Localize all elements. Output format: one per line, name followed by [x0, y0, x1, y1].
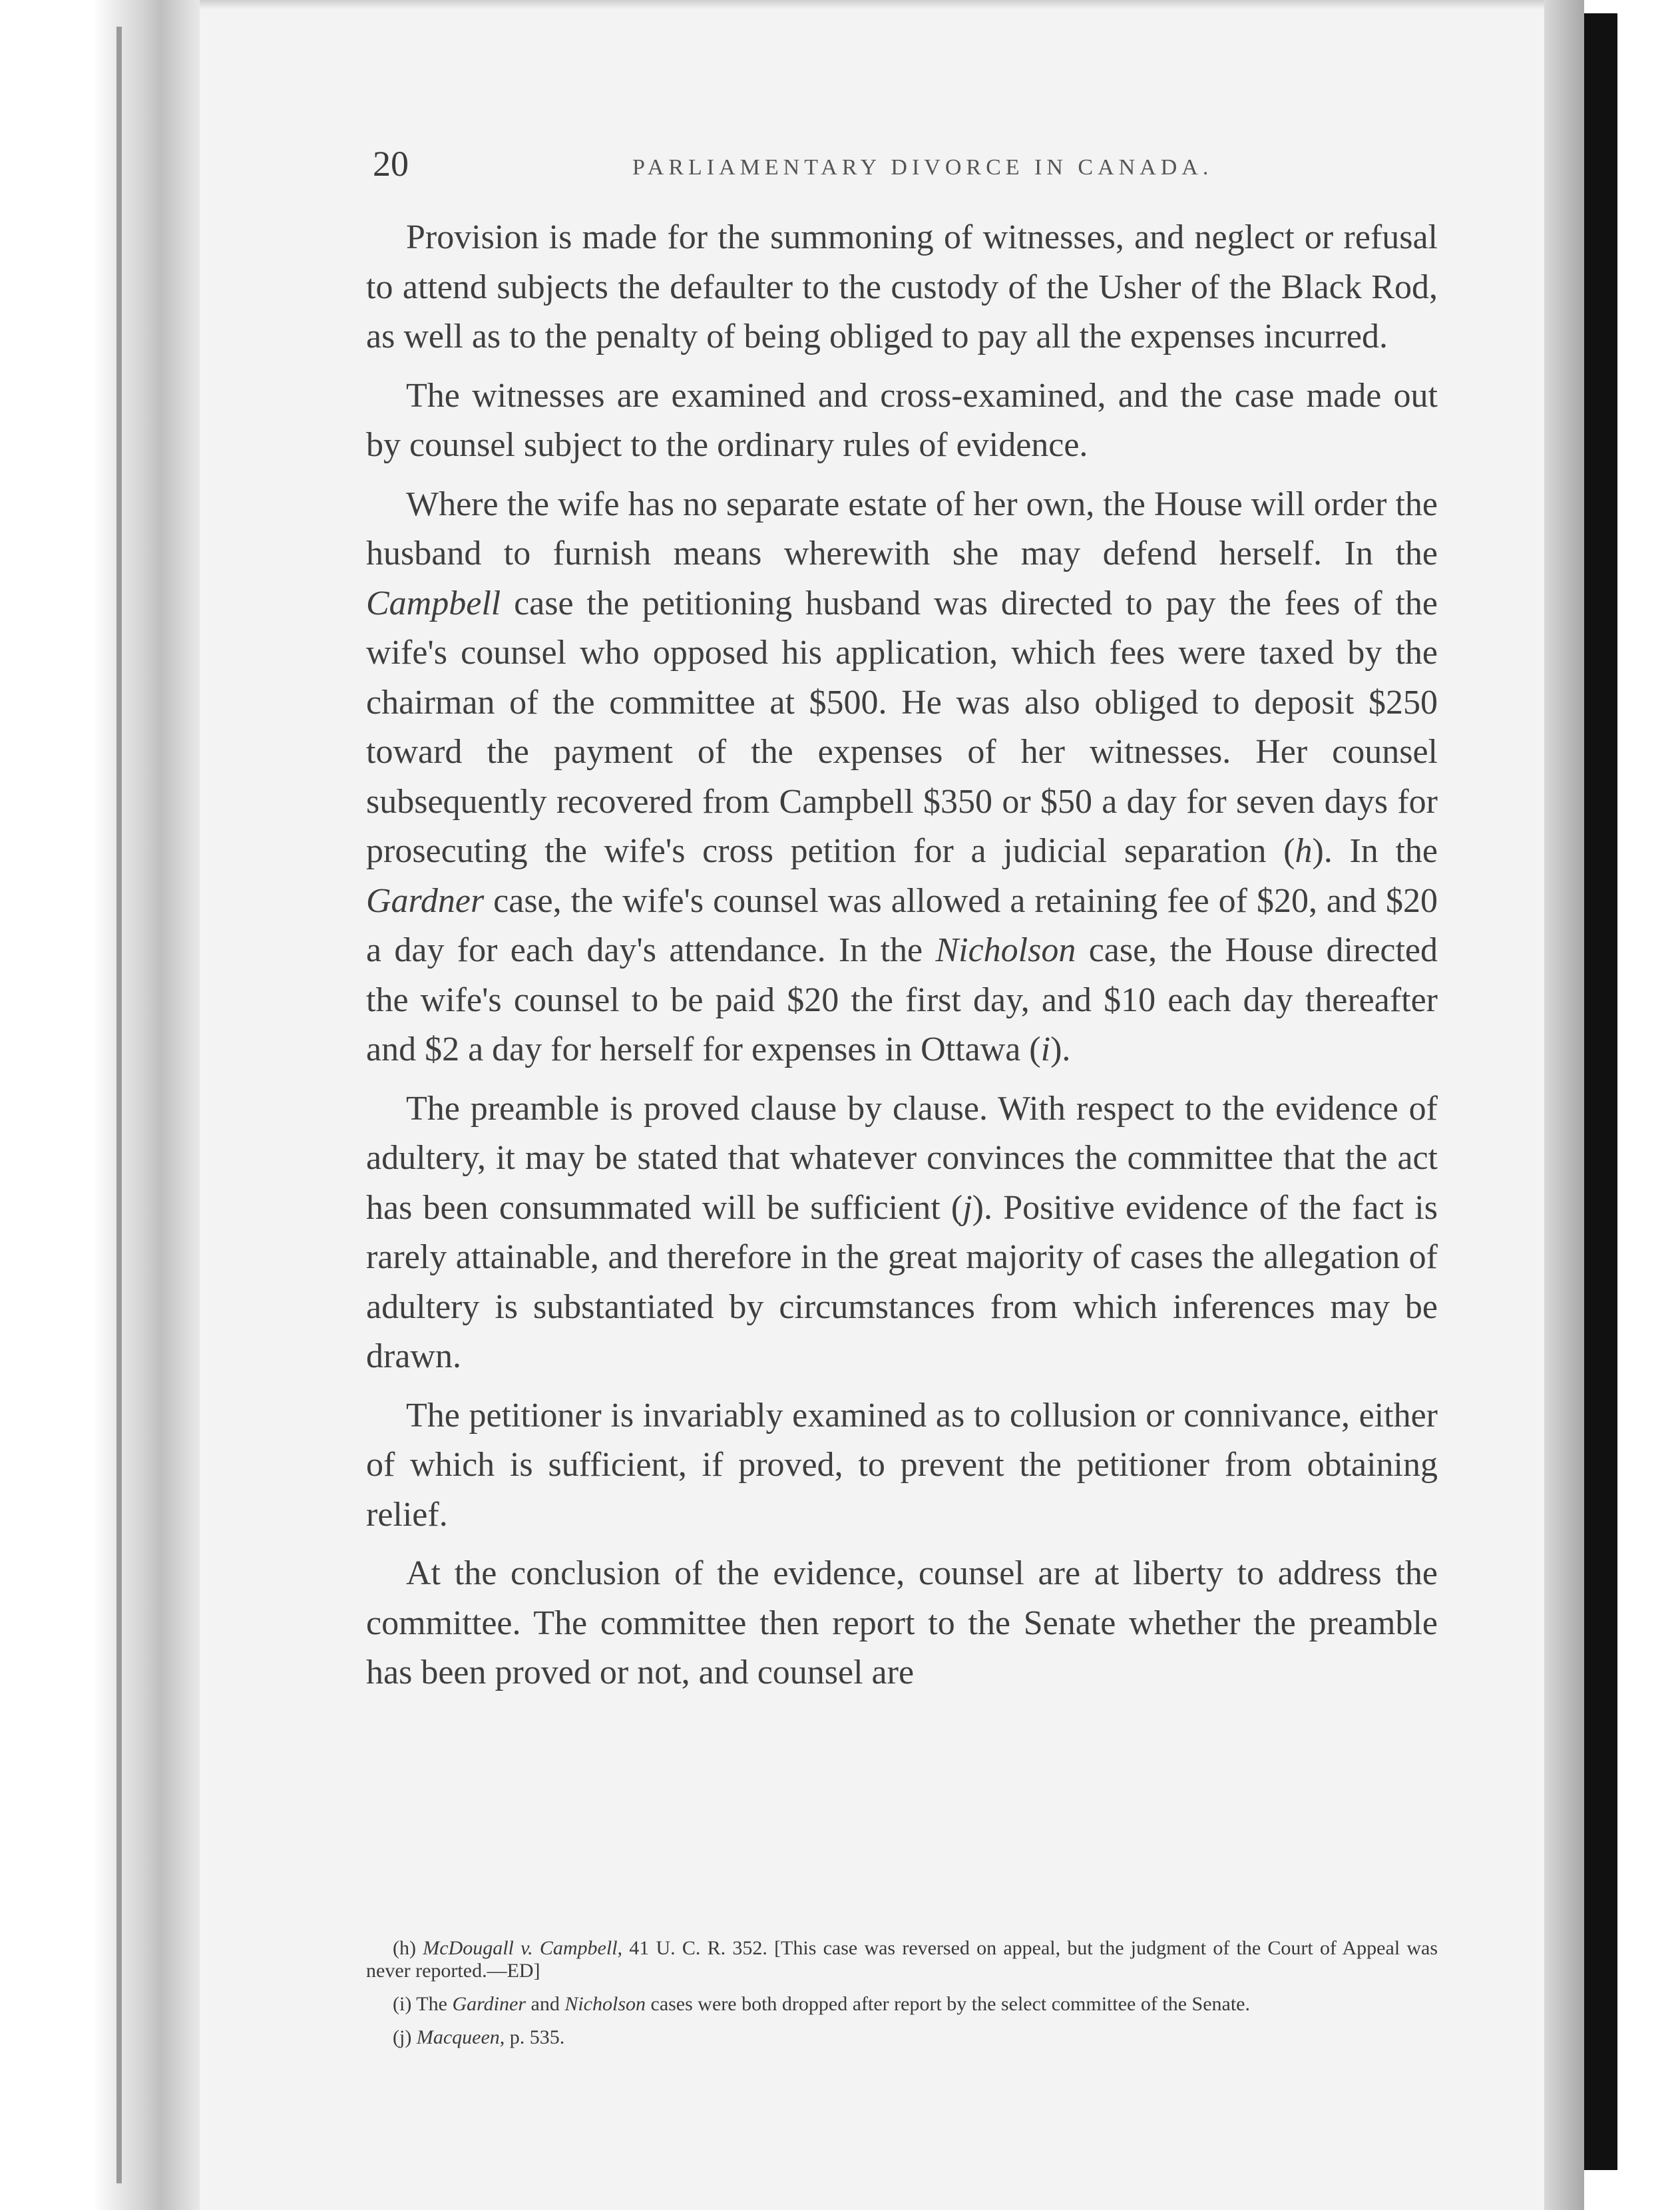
footnote-text: p. 535. [505, 2026, 565, 2048]
text-run: ). [1050, 1030, 1071, 1068]
running-head [359, 136, 1478, 190]
footnote-text: The [411, 1993, 453, 2015]
paragraph-examination: The witnesses are examined and cross-examined, and the case made out by counsel subject to the ordinary rules of evidence. [366, 376, 1438, 464]
case-name-italic: Nicholson [935, 931, 1076, 969]
paragraph-wife-defence-costs [366, 480, 1438, 1075]
footnote-ref: h [1295, 832, 1313, 870]
case-name-italic: Gardiner [452, 1993, 526, 2015]
footnote-h [366, 1937, 1438, 1982]
footnote-text: cases were both dropped after report by the select committee of the Senate. [646, 1993, 1250, 2015]
paragraph-collusion: The petitioner is invariably examined as to collusion or connivance, either of which is sufficient, if proved, to prevent the petitioner from obtaining relief. [366, 1396, 1438, 1534]
text-run: ). In the [1312, 832, 1438, 870]
page-right-shadow [1544, 0, 1584, 2210]
paragraph-witnesses-summoning: Provision is made for the summoning of witnesses, and neglect or refusal to attend subjects the defaulter to the custody of the Usher of the Black Rod, as well as to the penalty of being obliged to pay all the expenses incurred. [366, 218, 1438, 355]
running-title: PARLIAMENTARY DIVORCE IN CANADA. [632, 155, 1213, 180]
case-citation-italic: McDougall v. Campbell, [423, 1937, 623, 1959]
case-name-italic: Gardner [366, 881, 485, 920]
text-run: case, the House directed the wife's counsel to be paid $20 the first day, and $10 each day thereafter and $2 a day for herself for expenses in Ottawa ( [366, 931, 1438, 1068]
footnote-mark: (i) [393, 1993, 412, 2015]
footnote-text: and [526, 1993, 565, 2015]
body-text [366, 213, 1438, 1698]
text-run: Where the wife has no separate estate of her own, the House will order the husband to furnish means wherewith she may defend herself. In the [366, 485, 1438, 572]
paragraph-conclusion: At the conclusion of the evidence, counsel are at liberty to address the committee. The committee then report to the Senate whether the preamble has been proved or not, and counsel are [366, 1554, 1438, 1691]
text-run: case, the wife's counsel was allowed a retaining fee of $20, and $20 a day for each day's attendance. In the [366, 881, 1438, 969]
case-name-italic: Nicholson [564, 1993, 646, 2015]
book-cover-edge [1584, 13, 1617, 2170]
footnotes [366, 1937, 1438, 2060]
page-top-shadow [200, 0, 1564, 9]
footnote-ref: i [1040, 1030, 1051, 1068]
footnote-mark: (h) [393, 1937, 416, 1959]
footnote-ref: j [962, 1188, 972, 1227]
case-name-italic: Campbell [366, 584, 501, 622]
case-citation-italic: Macqueen, [416, 2026, 505, 2048]
page-number: 20 [373, 144, 409, 184]
paragraph-preamble-proof [366, 1084, 1438, 1382]
footnote-i [366, 1993, 1438, 2016]
footnote-j [366, 2026, 1438, 2049]
binding-edge-line [116, 27, 122, 2183]
text-run: case the petitioning husband was directed to pay the fees of the wife's counsel who opposed his application, which fees were taxed by the chairman of the committee at $500. He was also obliged to deposit $250 toward the payment of the expenses of her witnesses. Her counsel subsequently recovered from Campbell $350 or $50 a day for seven days for prosecuting the wife's cross petition for a judicial separation ( [366, 584, 1438, 870]
book-binding-gutter [93, 0, 206, 2210]
text-run: ). Positive evidence of the fact is rarely attainable, and therefore in the great majority of cases the allegation of adultery is substantiated by circumstances from which inferences may be drawn. [366, 1188, 1438, 1375]
footnote-mark: (j) [393, 2026, 412, 2048]
footnote-text: 41 U. C. R. 352. [This case was reversed on appeal, but the judgment of the Court of Appeal was never reported.—ED] [366, 1937, 1438, 1982]
text-run: The preamble is proved clause by clause. With respect to the evidence of adultery, it may be stated that whatever convinces the committee that the act has been consummated will be sufficient ( [366, 1089, 1438, 1227]
